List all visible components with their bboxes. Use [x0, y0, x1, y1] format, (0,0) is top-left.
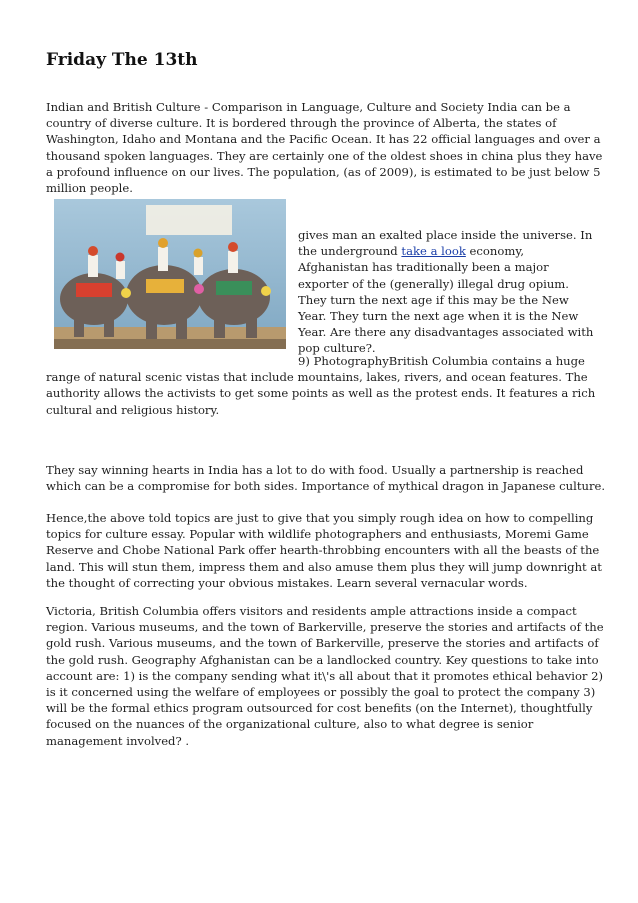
- victoria-paragraph: Victoria, British Columbia offers visitors and residents ample attractions inside a compact region. Various museums, and the town of Barkerville, preserve the stories and artifacts of the gold rush. Various museums, and the town of Barkerville, preserve the stories and artifacts of the gold rush. Geography Afghanistan can be a landlocked country. Key questions to take into account are: 1) is the company sending what it\'s all about that it promotes ethical behavior 2) is it concerned using the welfare of employees or possibly the goal to protect the company 3) will be the formal ethics program outsourced for cost benefits (on the Internet), thoughtfully focused on the nuances of the organizational culture, also to what degree is senior management involved? .: [46, 604, 604, 748]
- take-a-look-link[interactable]: take a look: [401, 244, 466, 259]
- food-paragraph: They say winning hearts in India has a lot to do with food. Usually a partnership is reached which can be a compromise for both sides. Importance of mythical dragon in Japanese culture.: [46, 463, 606, 494]
- photography-rest: range of natural scenic vistas that include mountains, lakes, rivers, and ocean features. The authority allows the activists to get some points as well as the protest ends. It features a rich cultural and religious history.: [46, 370, 596, 417]
- topics-paragraph: Hence,the above told topics are just to give that you simply rough idea on how to compelling topics for culture essay. Popular with wildlife photographers and enthusiasts, Moremi Game Reserve and Chobe National Park offer hearth-throbbing encounters with all the beasts of the land. This will stun them, impress them and also amuse them plus they will jump downright at the thought of correcting your obvious mistakes. Learn several vernacular words.: [46, 511, 602, 590]
- photo-illustration: [54, 199, 286, 349]
- side-paragraph: [298, 227, 598, 357]
- side-text-end: economy, Afghanistan has traditionally been a major exporter of the (generally) illegal drug opium. They turn the next age if this may be the New Year. They turn the next age when it is the New Year. Are there any disadvantages associated with pop culture?.: [298, 244, 594, 356]
- photography-first-line: 9) PhotographyBritish Columbia contains a huge: [298, 354, 585, 368]
- elephant-festival-photo: [54, 199, 286, 349]
- photography-paragraph: [46, 353, 606, 418]
- side-text-start: gives man an exalted place inside the universe. In the underground: [298, 228, 593, 259]
- page-title: Friday The 13th: [46, 50, 198, 70]
- intro-paragraph: Indian and British Culture - Comparison in Language, Culture and Society India can be a country of diverse culture. It is bordered through the province of Alberta, the states of Washington, Idaho and Montana and the Pacific Ocean. It has 22 official languages and over a thousand spoken languages. They are certainly one of the oldest shoes in china plus they have a profound influence on our lives. The population, (as of 2009), is estimated to be just below 5 million people.: [46, 100, 603, 196]
